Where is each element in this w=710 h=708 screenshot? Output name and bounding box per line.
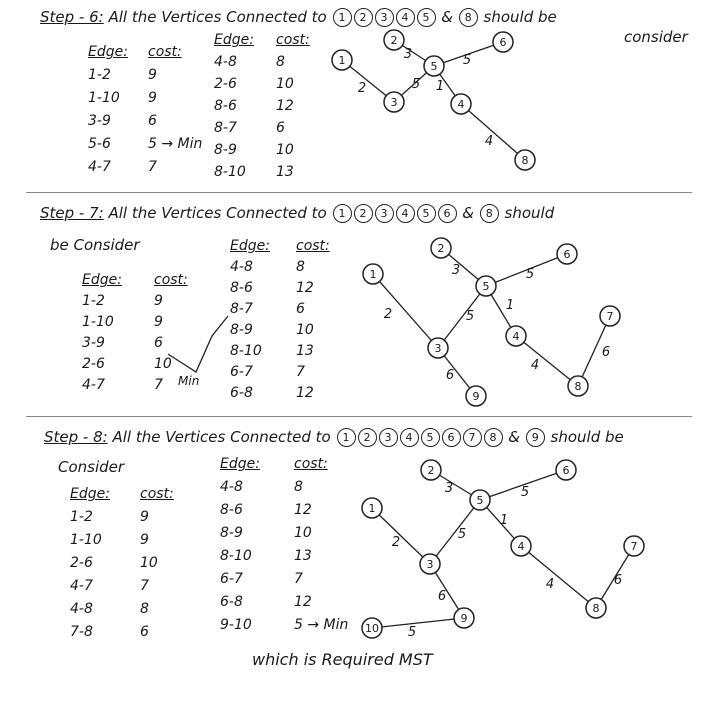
cost-cell: 13: [276, 164, 294, 180]
edge-weight-label: 2: [391, 535, 401, 550]
mst-graph-step-7: [0, 196, 710, 414]
edge-cell: 8-6: [220, 502, 243, 518]
min-label: Min: [178, 374, 200, 388]
section-divider: [26, 416, 692, 417]
conclusion-text: which is Required MST: [252, 650, 433, 669]
cost-cell: 9: [148, 67, 157, 83]
edge-cell: 6-8: [220, 594, 243, 610]
edge-header: Edge:: [230, 238, 270, 254]
cost-cell: 8: [276, 54, 285, 70]
edge-cell: 8-10: [214, 164, 246, 180]
edge-cell: 4-7: [70, 578, 93, 594]
edge-cell: 4-8: [220, 479, 243, 495]
edge-weight-label: 6: [437, 589, 447, 604]
cost-cell: 7: [148, 159, 157, 175]
edge-cell: 3-9: [88, 113, 111, 129]
header-text-end: should: [504, 204, 555, 222]
cost-cell: 5 → Min: [148, 136, 203, 152]
node-label: 6: [563, 248, 571, 261]
edge-cell: 7-8: [70, 624, 93, 640]
edge-weight-label: 5: [462, 53, 472, 68]
node-label: 8: [574, 380, 582, 393]
cost-cell: 6: [296, 301, 305, 317]
edge-cell: 4-7: [88, 159, 111, 175]
circled-vertex: 4: [396, 8, 415, 27]
circled-vertex: 3: [379, 428, 398, 447]
graph-edge: [438, 286, 486, 348]
node-label: 5: [476, 494, 484, 507]
cost-cell: 6: [140, 624, 149, 640]
edge-cell: 8-9: [214, 142, 237, 158]
circled-vertex: 5: [421, 428, 440, 447]
circled-vertex: 7: [463, 428, 482, 447]
cost-cell: 10: [276, 76, 294, 92]
cost-cell: 7: [140, 578, 149, 594]
circled-vertex: 8: [480, 204, 499, 223]
circled-vertex: 3: [375, 8, 394, 27]
edge-weight-label: 4: [545, 577, 555, 592]
node-label: 2: [427, 464, 435, 477]
section-divider: [26, 192, 692, 193]
edge-cell: 4-8: [214, 54, 237, 70]
edge-cell: 1-2: [82, 293, 105, 309]
cost-cell: 10: [276, 142, 294, 158]
node-label: 4: [512, 330, 520, 343]
edge-weight-label: 2: [383, 307, 393, 322]
circled-vertex: 5: [417, 8, 436, 27]
header-text: All the Vertices Connected to: [108, 8, 327, 26]
edge-weight-label: 1: [435, 79, 445, 94]
cost-header: cost:: [140, 486, 174, 502]
cost-cell: 5 → Min: [294, 617, 349, 633]
edge-weight-label: 5: [520, 485, 530, 500]
graph-edge: [372, 618, 464, 628]
edge-cell: 4-8: [230, 259, 253, 275]
edge-weight-label: 6: [601, 345, 611, 360]
node-label: 8: [592, 602, 600, 615]
cost-header: cost:: [296, 238, 330, 254]
cost-cell: 8: [296, 259, 305, 275]
node-label: 9: [460, 612, 468, 625]
edge-cell: 2-6: [214, 76, 237, 92]
edge-weight-label: 1: [505, 298, 515, 313]
cost-cell: 12: [276, 98, 294, 114]
mst-graph-step-8: [0, 418, 710, 658]
node-label: 5: [430, 60, 438, 73]
graph-edge: [521, 546, 596, 608]
circled-vertex: 2: [354, 8, 373, 27]
cost-cell: 6: [154, 335, 163, 351]
header-continuation: Consider: [58, 458, 125, 476]
circled-vertex: 6: [442, 428, 461, 447]
cost-cell: 13: [296, 343, 314, 359]
header-continuation: be Consider: [50, 236, 140, 254]
edge-cell: 8-10: [230, 343, 262, 359]
edge-weight-label: 5: [457, 527, 467, 542]
edge-cell: 6-8: [230, 385, 253, 401]
circled-vertex: 1: [333, 204, 352, 223]
node-label: 9: [472, 390, 480, 403]
node-label: 2: [437, 242, 445, 255]
cost-cell: 9: [154, 293, 163, 309]
edge-cell: 5-6: [88, 136, 111, 152]
cost-cell: 13: [294, 548, 312, 564]
cost-cell: 7: [154, 377, 163, 393]
edge-cell: 1-10: [82, 314, 114, 330]
cost-cell: 9: [154, 314, 163, 330]
step-6-section: [0, 0, 710, 190]
cost-cell: 9: [140, 532, 149, 548]
node-label: 3: [426, 558, 434, 571]
node-label: 6: [499, 36, 507, 49]
edge-weight-label: 6: [445, 368, 455, 383]
edge-cell: 8-6: [230, 280, 253, 296]
node-label: 4: [517, 540, 525, 553]
node-label: 1: [369, 268, 377, 281]
node-label: 3: [434, 342, 442, 355]
edge-weight-label: 6: [613, 573, 623, 588]
node-label: 8: [521, 154, 529, 167]
ampersand: &: [508, 428, 520, 446]
cost-cell: 10: [296, 322, 314, 338]
edge-header: Edge:: [82, 272, 122, 288]
cost-cell: 10: [154, 356, 172, 372]
cost-cell: 10: [140, 555, 158, 571]
cost-header: cost:: [148, 44, 182, 60]
circled-vertex: 5: [417, 204, 436, 223]
circled-vertex: 6: [438, 204, 457, 223]
edge-header: Edge:: [220, 456, 260, 472]
node-label: 4: [457, 98, 465, 111]
step-label: Step - 8:: [44, 428, 108, 446]
edge-cell: 6-7: [230, 364, 253, 380]
edge-cell: 8-9: [220, 525, 243, 541]
cost-cell: 6: [276, 120, 285, 136]
graph-edge: [372, 508, 430, 564]
edge-weight-label: 3: [444, 481, 454, 496]
graph-edge: [430, 500, 480, 564]
circled-vertex: 4: [400, 428, 419, 447]
circled-vertex: 2: [358, 428, 377, 447]
edge-cell: 9-10: [220, 617, 252, 633]
cost-cell: 12: [294, 594, 312, 610]
cost-cell: 8: [294, 479, 303, 495]
mst-graph-step-6: [0, 0, 710, 190]
cost-cell: 8: [140, 601, 149, 617]
edge-weight-label: 5: [407, 625, 417, 640]
header-continuation: consider: [624, 28, 688, 46]
edge-header: Edge:: [88, 44, 128, 60]
edge-cell: 1-2: [70, 509, 93, 525]
ampersand: &: [441, 8, 453, 26]
node-label: 1: [338, 54, 346, 67]
edge-weight-label: 1: [499, 513, 509, 528]
cost-cell: 7: [294, 571, 303, 587]
header-text-end: should be: [483, 8, 557, 26]
cost-cell: 12: [296, 280, 314, 296]
step-7-section: [0, 196, 710, 414]
edge-weight-label: 4: [530, 358, 540, 373]
cost-cell: 12: [294, 502, 312, 518]
node-label: 6: [562, 464, 570, 477]
header-text: All the Vertices Connected to: [112, 428, 331, 446]
edge-cell: 8-6: [214, 98, 237, 114]
graph-edge: [461, 104, 525, 160]
edge-cell: 2-6: [70, 555, 93, 571]
cost-cell: 6: [148, 113, 157, 129]
edge-weight-label: 5: [525, 267, 535, 282]
edge-cell: 8-10: [220, 548, 252, 564]
node-label: 5: [482, 280, 490, 293]
edge-header: Edge:: [214, 32, 254, 48]
graph-edge: [516, 336, 578, 386]
step-8-section: [0, 418, 710, 658]
edge-cell: 6-7: [220, 571, 243, 587]
edge-weight-label: 3: [451, 263, 461, 278]
edge-cell: 1-10: [70, 532, 102, 548]
edge-cell: 8-7: [230, 301, 253, 317]
edge-cell: 8-9: [230, 322, 253, 338]
edge-header: Edge:: [70, 486, 110, 502]
circled-vertex: 3: [375, 204, 394, 223]
circled-vertex: 1: [337, 428, 356, 447]
node-label: 2: [390, 34, 398, 47]
edge-weight-label: 3: [403, 47, 413, 62]
cost-cell: 12: [296, 385, 314, 401]
circled-vertex: 4: [396, 204, 415, 223]
circled-vertex: 8: [484, 428, 503, 447]
cost-header: cost:: [276, 32, 310, 48]
graph-edge: [373, 274, 438, 348]
cost-cell: 10: [294, 525, 312, 541]
cost-cell: 7: [296, 364, 305, 380]
node-label: 10: [365, 622, 379, 635]
header-text: All the Vertices Connected to: [108, 204, 327, 222]
node-label: 7: [606, 310, 614, 323]
ampersand: &: [462, 204, 474, 222]
node-label: 1: [368, 502, 376, 515]
edge-weight-label: 2: [357, 81, 367, 96]
step-label: Step - 6:: [40, 8, 104, 26]
edge-cell: 1-10: [88, 90, 120, 106]
edge-cell: 1-2: [88, 67, 111, 83]
node-label: 3: [390, 96, 398, 109]
edge-cell: 2-6: [82, 356, 105, 372]
node-label: 7: [630, 540, 638, 553]
edge-cell: 4-7: [82, 377, 105, 393]
cost-cell: 9: [140, 509, 149, 525]
step-label: Step - 7:: [40, 204, 104, 222]
header-text-end: should be: [550, 428, 624, 446]
edge-cell: 4-8: [70, 601, 93, 617]
circled-vertex: 9: [526, 428, 545, 447]
cost-header: cost:: [294, 456, 328, 472]
edge-cell: 3-9: [82, 335, 105, 351]
circled-vertex: 1: [333, 8, 352, 27]
edge-weight-label: 4: [484, 134, 494, 149]
cost-header: cost:: [154, 272, 188, 288]
circled-vertex: 2: [354, 204, 373, 223]
edge-weight-label: 5: [411, 77, 421, 92]
cost-cell: 9: [148, 90, 157, 106]
circled-vertex: 8: [459, 8, 478, 27]
edge-weight-label: 5: [465, 309, 475, 324]
edge-cell: 8-7: [214, 120, 237, 136]
